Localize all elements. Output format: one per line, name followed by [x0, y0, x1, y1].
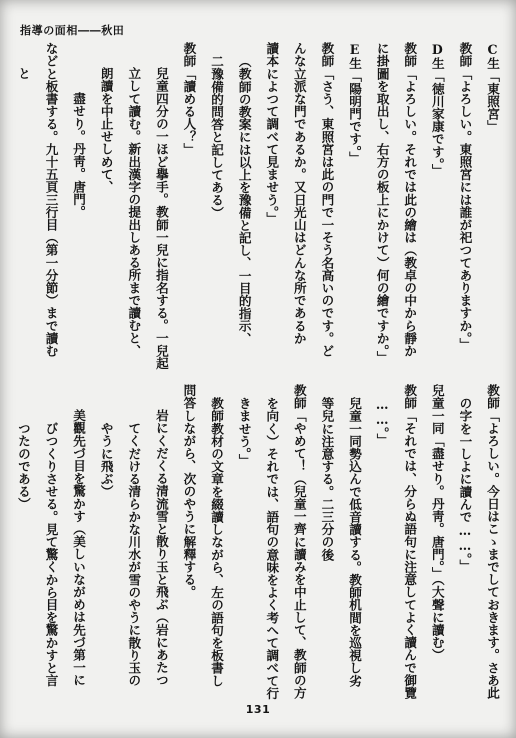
page-number: 131: [245, 703, 271, 716]
text-column: つたのである）: [15, 421, 31, 510]
text-column: 教師「それでは、分らぬ語句に注意してよく讀んで御覽: [402, 384, 418, 699]
text-column: 教師「よろしい。今日はこゝまでしておきます。さあ此: [485, 384, 500, 699]
text-column: 讀本によつて調べて見ませう。」: [264, 42, 280, 225]
text-column: E生「陽明門です。」: [347, 42, 363, 165]
text-column: の字を一しよに讀んで……。」: [457, 396, 473, 572]
upper-text-block: [9, 42, 506, 377]
text-column: 教師「やめて！（兒童一齊に讀みを中止して、教師の方: [291, 384, 307, 699]
text-column: ……。」: [374, 396, 390, 446]
text-column: 兒童四分の一ほど擧手。教師一兒に指名する。一兒起: [153, 67, 169, 370]
text-column: 等兒に注意する。二三分の後: [319, 396, 335, 561]
running-header: 指導の面相――秋田: [20, 24, 125, 37]
text-column: やうに飛ぶ）: [98, 421, 114, 498]
text-column: 教師「よろしい。東照宮には誰が祀つてありますか。」: [457, 42, 473, 351]
text-column: 二豫備的問答と記してある）: [209, 54, 225, 219]
text-column: てくだける清らかな川水が雪のやうに散り玉の: [126, 421, 142, 687]
text-column: 岩にくだくる清流雪と散り玉と飛ぶ（岩にあたつ: [153, 409, 169, 687]
text-column: びつくりさせる。見て驚くから目を驚かすと言: [43, 421, 59, 687]
text-column: きませう。」: [236, 396, 252, 466]
text-column: 教師「さう、東照宮は此の門で一そう名高いのです。ど: [319, 42, 335, 357]
lower-text-block: [9, 384, 506, 704]
text-column: と: [15, 67, 31, 80]
text-column: 問答しながら、次のやうに解釋する。: [181, 384, 197, 599]
text-column: 朗讀を中止せしめて、: [98, 67, 114, 194]
text-column: 兒童一同「盡せり。丹靑。唐門。」（大聲に讀む）: [429, 384, 445, 662]
text-column: 盡せり。丹靑。唐門。: [71, 92, 87, 219]
text-column: などと板書する。九十五頁三行目（第一分節）まで讀む: [43, 42, 59, 357]
text-column: 美觀先づ目を驚かす（美しいながめは先づ第一に: [71, 409, 87, 687]
text-column: を向く）それでは、語句の意味をよく考へて調べて行: [264, 396, 280, 699]
text-column: C生「東照宮」: [485, 42, 500, 133]
text-column: D生「徳川家康です。」: [429, 42, 445, 177]
text-column: 教師「讀める人？」: [181, 42, 197, 156]
text-column: 教師「よろしい。それでは此の繪は（教卓の中から靜か: [402, 42, 418, 357]
text-column: （教師の教案には以上を豫備と記し、一目的指示、: [236, 54, 252, 345]
text-column: 教師教材の文章を綴讀しながら、左の語句を板書し: [209, 396, 225, 687]
text-column: 兒童一同勢込んで低音讀する。教師机間を巡視し劣: [347, 396, 363, 687]
text-column: に掛圖を取出し、右方の板上にかけて）何の繪ですか。」: [374, 42, 390, 364]
text-column: んな立派な門であるか。又日光山はどんな所であるか: [291, 42, 307, 345]
text-column: 立して讀む。新出漢字の提出しある所まで讀むと、: [126, 67, 142, 357]
